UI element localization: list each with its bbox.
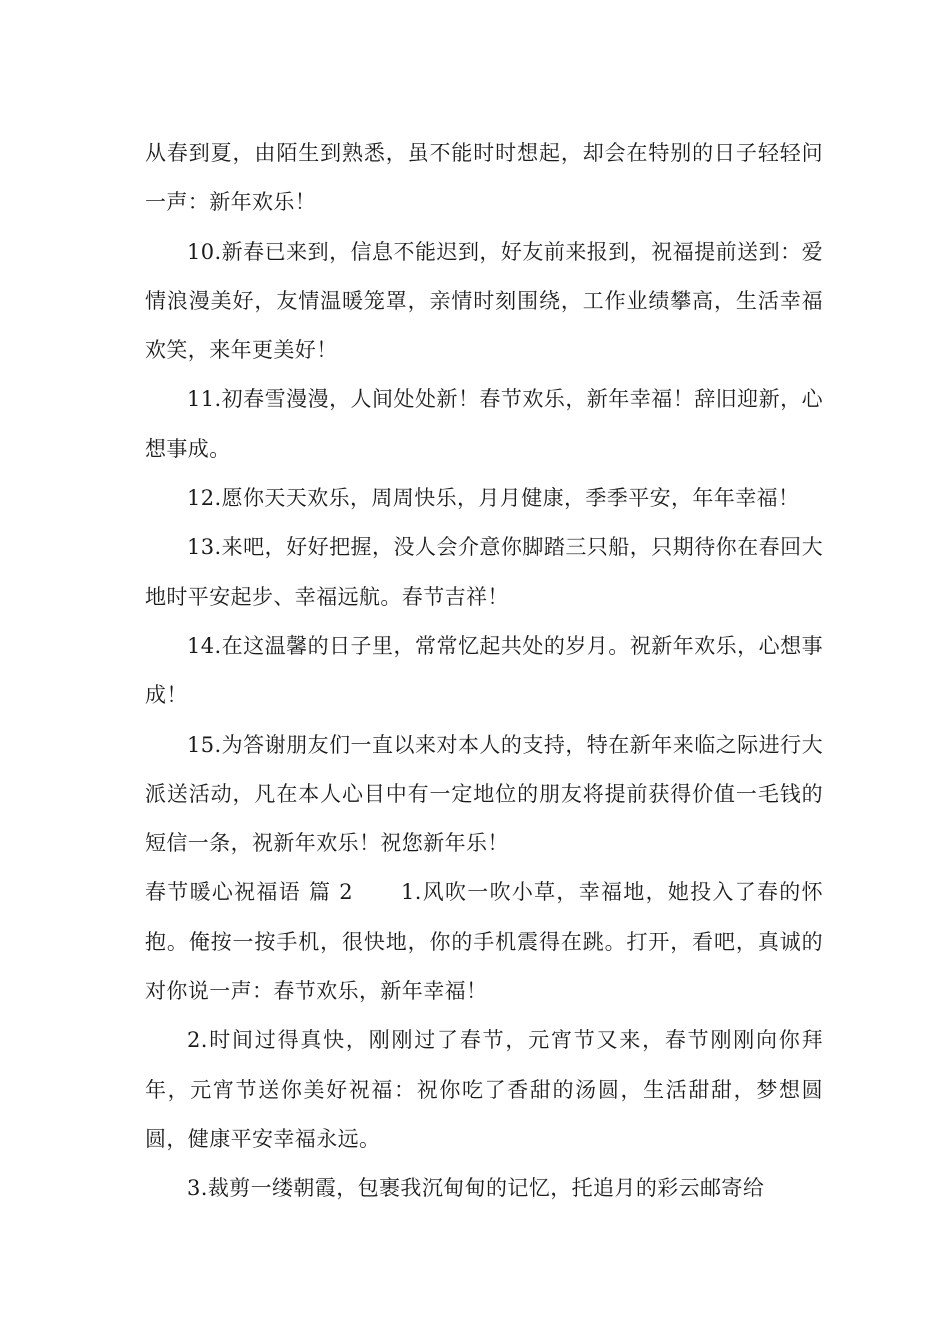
paragraph-item-12: 12.愿你天天欢乐，周周快乐，月月健康，季季平安，年年幸福！ <box>187 486 800 511</box>
paragraph-item-3: 3.裁剪一缕朝霞，包裹我沉甸甸的记忆，托追月的彩云邮寄给 <box>187 1176 765 1201</box>
paragraph-item-15: 15.为答谢朋友们一直以来对本人的支持，特在新年来临之际进行大派送活动，凡在本人心目中有一定地位的朋友将提前获得价值一毛钱的短信一条，祝新年欢乐！祝您新年乐！ <box>145 732 823 856</box>
paragraph-item-13: 13.来吧，好好把握，没人会介意你脚踏三只船，只期待你在春回大地时平安起步、幸福远航。春节吉祥！ <box>145 535 823 609</box>
section-title: 春节暖心祝福语 篇 2 <box>145 880 353 905</box>
paragraph-item-14: 14.在这温馨的日子里，常常忆起共处的岁月。祝新年欢乐，心想事成！ <box>145 633 823 708</box>
paragraph-continuation: 从春到夏，由陌生到熟悉，虽不能时时想起，却会在特别的日子轻轻问一声：新年欢乐！ <box>145 141 823 215</box>
paragraph-item-1: 1.风吹一吹小草，幸福地，她投入了春的怀抱。俺按一按手机，很快地，你的手机震得在跳。打开，看吧，真诚的对你说一声：春节欢乐，新年幸福！ <box>145 880 823 1004</box>
paragraph-item-11: 11.初春雪漫漫，人间处处新！春节欢乐，新年幸福！辞旧迎新，心想事成。 <box>145 387 823 461</box>
paragraph-item-2: 2.时间过得真快，刚刚过了春节，元宵节又来，春节刚刚向你拜年，元宵节送你美好祝福：祝你吃了香甜的汤圆，生活甜甜，梦想圆圆，健康平安幸福永远。 <box>145 1028 823 1151</box>
paragraph-item-10: 10.新春已来到，信息不能迟到，好友前来报到，祝福提前送到：爱情浪漫美好，友情温暖笼罩，亲情时刻围绕，工作业绩攀高，生活幸福欢笑，来年更美好！ <box>145 239 823 363</box>
section-paragraph <box>145 868 823 1016</box>
document-body <box>145 129 823 1214</box>
